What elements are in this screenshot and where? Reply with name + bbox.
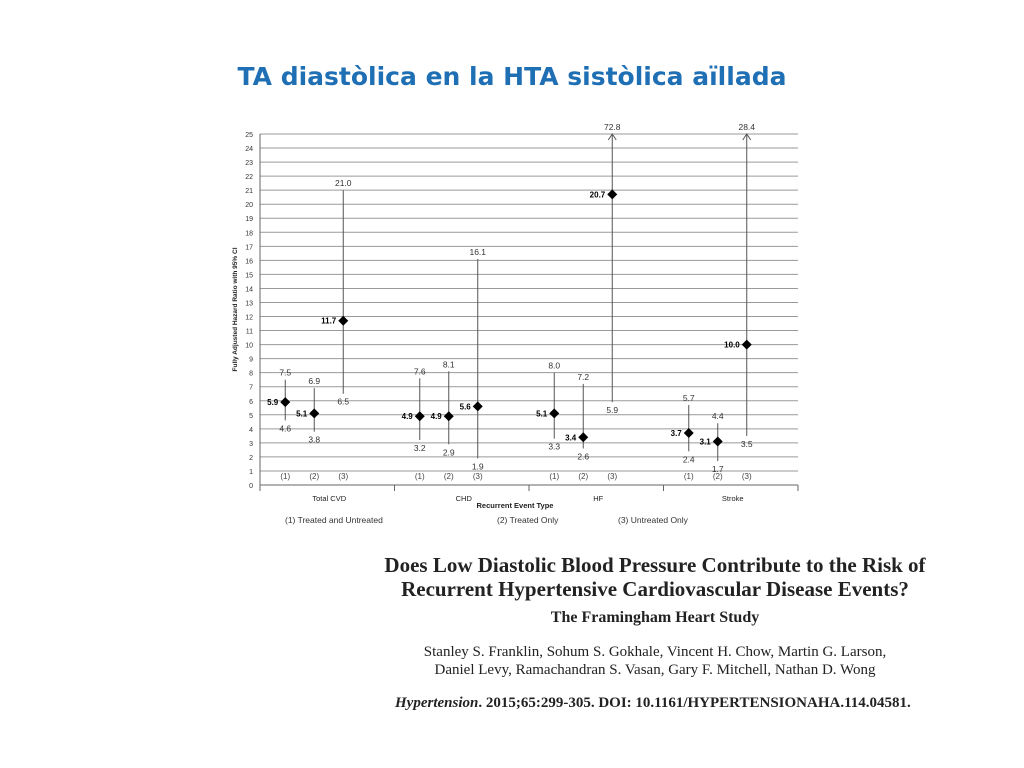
y-tick-label: 2 [249,454,253,462]
y-tick-label: 10 [245,342,253,350]
hazard-ratio-marker [280,397,290,407]
paper-authors [320,643,990,679]
ci-upper-label: 7.6 [413,366,426,377]
y-axis-title: Fully Adjusted Hazard Ratio with 95% CI [232,247,239,372]
hazard-ratio-marker [607,189,617,199]
category-label: CHD [455,494,472,503]
hazard-ratio-label: 4.9 [401,412,413,422]
paper-title-line-2: Recurrent Hypertensive Cardiovascular Disease Events? [401,577,909,601]
authors-line-1: Stanley S. Franklin, Sohum S. Gokhale, Vincent H. Chow, Martin G. Larson, [423,644,887,660]
hazard-ratio-label: 3.7 [670,429,682,439]
hazard-ratio-label: 20.7 [589,190,606,200]
ci-upper-label: 72.8 [603,122,621,132]
hazard-ratio-label: 4.9 [430,412,442,422]
y-tick-label: 21 [245,188,253,196]
hazard-ratio-marker [444,411,454,421]
citation-details: . 2015;65:299-305. DOI: 10.1161/HYPERTENSIONAHA.114.04581. [478,695,911,711]
ci-upper-label: 4.4 [711,411,724,422]
ci-upper-label: 6.9 [308,376,321,387]
ci-lower-label: 3.5 [740,438,753,449]
journal-name: Hypertension [395,695,479,711]
y-tick-label: 8 [249,370,253,378]
hazard-ratio-marker [415,411,425,421]
y-tick-label: 24 [245,146,253,154]
subgroup-label: (1) [414,472,425,481]
hazard-ratio-label: 3.4 [565,433,577,443]
ci-lower-label: 2.6 [577,451,590,462]
hazard-ratio-chart [210,122,810,542]
ci-upper-label: 28.4 [738,122,756,132]
ci-upper-label: 5.7 [682,392,695,403]
subgroup-label: (1) [683,472,694,481]
y-tick-label: 11 [245,328,253,336]
ci-upper-label: 7.5 [279,367,292,378]
x-axis-title: Recurrent Event Type [476,501,554,510]
paper-citation [395,695,911,712]
hazard-ratio-marker [578,432,588,442]
y-tick-label: 0 [249,483,253,490]
y-tick-label: 14 [245,286,253,294]
ci-lower-label: 5.9 [606,405,619,416]
y-tick-label: 5 [249,412,253,420]
y-tick-label: 12 [245,314,253,322]
legend-item: (2) Treated Only [497,515,559,525]
ci-upper-label: 8.1 [442,359,455,370]
hazard-ratio-label: 5.6 [459,402,471,412]
subgroup-label: (2) [443,472,454,481]
y-tick-label: 25 [245,132,253,139]
subgroup-label: (2) [712,472,723,481]
hazard-ratio-marker [713,436,723,446]
hazard-ratio-marker [549,408,559,418]
subgroup-label: (2) [578,472,589,481]
paper-title [320,553,990,601]
y-tick-label: 16 [245,258,253,266]
y-tick-label: 1 [249,468,253,476]
hazard-ratio-label: 5.1 [536,409,548,419]
legend-item: (3) Untreated Only [618,515,688,525]
ci-upper-label: 16.1 [469,246,487,257]
ci-lower-label: 3.2 [413,443,426,454]
y-tick-label: 3 [249,440,253,448]
y-tick-label: 9 [249,356,253,364]
ci-lower-label: 1.7 [711,464,724,475]
authors-line-2: Daniel Levy, Ramachandran S. Vasan, Gary F. Mitchell, Nathan D. Wong [434,662,876,678]
hazard-ratio-marker [684,428,694,438]
y-tick-label: 22 [245,174,253,182]
ci-lower-label: 3.3 [548,441,561,452]
y-tick-label: 19 [245,216,253,224]
hazard-ratio-marker [338,316,348,326]
subgroup-label: (3) [338,472,349,481]
ci-lower-label: 4.6 [279,423,292,434]
paper-subtitle: The Framingham Heart Study [550,609,760,626]
category-label: Stroke [721,494,744,503]
category-label: Total CVD [312,494,347,503]
hazard-ratio-marker [473,401,483,411]
hazard-ratio-marker [742,340,752,350]
subgroup-label: (2) [309,472,320,481]
ci-upper-label: 8.0 [548,360,561,371]
hazard-ratio-label: 5.9 [267,398,279,408]
hazard-ratio-label: 3.1 [699,437,711,447]
ci-upper-label: 7.2 [577,371,590,382]
legend-item: (1) Treated and Untreated [285,515,383,525]
ci-lower-label: 1.9 [471,461,484,472]
y-tick-label: 18 [245,230,253,238]
ci-lower-label: 6.5 [337,396,350,407]
subgroup-label: (3) [472,472,483,481]
paper-title-line-1: Does Low Diastolic Blood Pressure Contribute to the Risk of [384,553,926,577]
subgroup-label: (3) [607,472,618,481]
y-tick-label: 6 [249,398,253,406]
y-tick-label: 13 [245,300,253,308]
y-tick-label: 15 [245,272,253,280]
ci-lower-label: 3.8 [308,434,321,445]
y-tick-label: 17 [245,244,253,252]
slide-title: TA diastòlica en la HTA sistòlica aïllada [237,62,787,91]
hazard-ratio-label: 5.1 [296,409,308,419]
hazard-ratio-marker [309,408,319,418]
y-tick-label: 4 [249,426,253,434]
hazard-ratio-label: 10.0 [724,340,740,350]
hazard-ratio-label: 11.7 [321,316,337,326]
ci-lower-label: 2.9 [442,447,455,458]
category-label: HF [593,494,604,503]
y-tick-label: 23 [245,160,253,168]
y-tick-label: 20 [245,202,253,210]
subgroup-label: (1) [549,472,560,481]
subgroup-label: (1) [280,472,291,481]
y-tick-label: 7 [249,384,253,392]
subgroup-label: (3) [741,472,752,481]
ci-lower-label: 2.4 [682,454,695,465]
ci-upper-label: 21.0 [334,178,352,189]
